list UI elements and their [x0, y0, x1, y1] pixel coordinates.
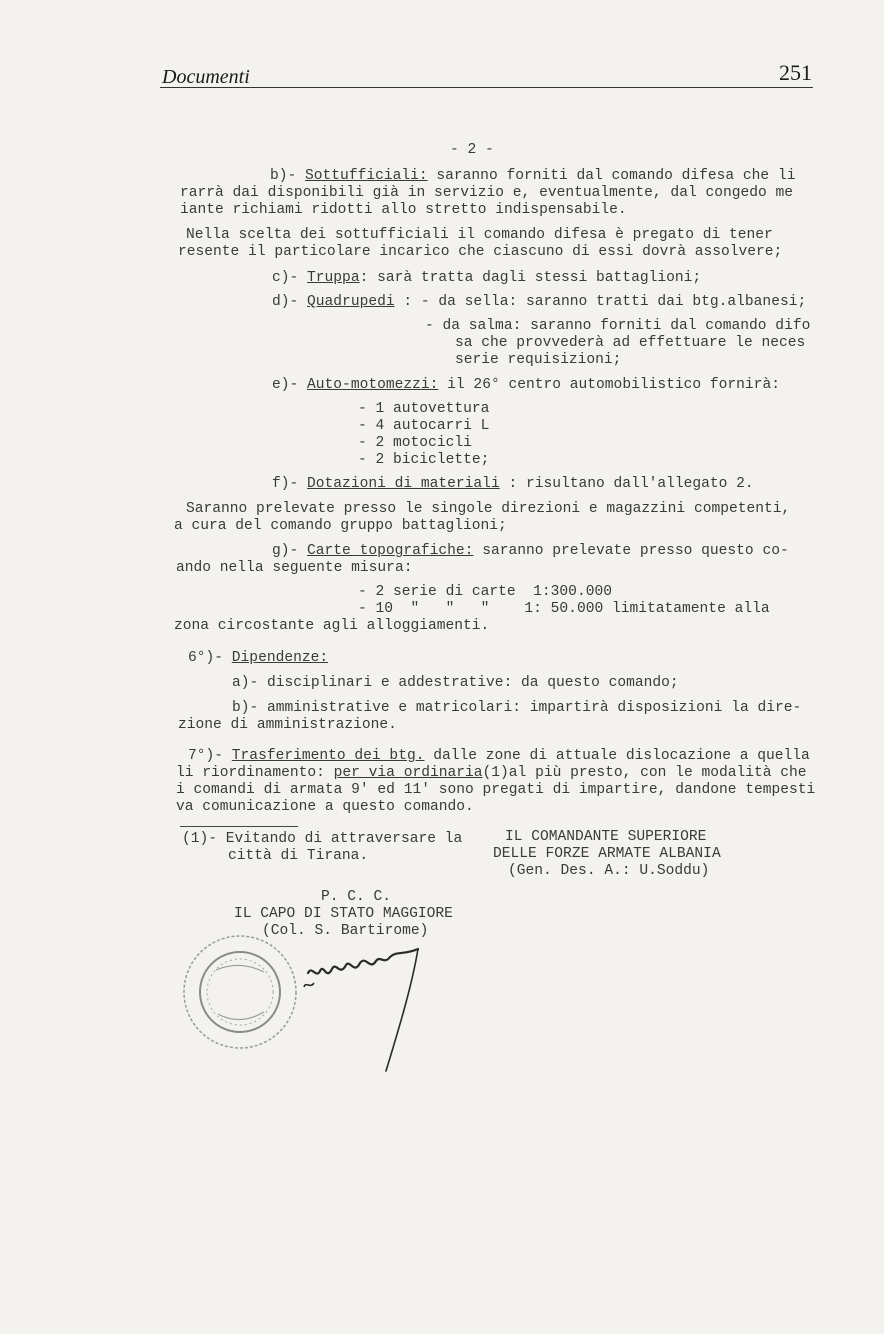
footnote-rule	[180, 826, 298, 827]
section-6-heading-line	[188, 650, 328, 667]
item-e-vehicle-3: - 2 motocicli	[358, 435, 472, 451]
section-7-line2-start: li riordinamento:	[176, 765, 334, 781]
item-g-text: saranno prelevate presso questo co-	[473, 543, 789, 559]
page-marker: - 2 -	[450, 142, 494, 158]
item-d-line1	[272, 294, 806, 311]
item-f-text: : risultano dall'allegato 2.	[499, 476, 754, 492]
section-7-line2-end: (1)al più presto, con le modalità che	[482, 765, 807, 781]
commander-name: (Gen. Des. A.: U.Soddu)	[508, 863, 710, 879]
item-b-line1	[270, 168, 795, 185]
item-d-line4: serie requisizioni;	[455, 352, 622, 368]
item-g-line1	[272, 543, 789, 560]
item-d-text: : - da sella: saranno tratti dai btg.albanesi;	[394, 294, 807, 310]
item-e-vehicle-2: - 4 autocarri L	[358, 418, 490, 434]
pcc-label: P. C. C.	[321, 889, 392, 905]
item-f-line1	[272, 476, 754, 493]
item-g-label: g)-	[272, 543, 308, 559]
stamp-icon	[178, 930, 302, 1054]
section-7-line2-underlined: per via ordinaria	[333, 765, 483, 781]
item-f-label: f)-	[272, 476, 308, 492]
item-f-heading: Dotazioni di materiali	[307, 476, 500, 492]
section-7-line1	[188, 748, 810, 765]
item-d-heading: Quadrupedi	[307, 294, 395, 310]
item-g-line2: ando nella seguente misura:	[176, 560, 413, 576]
item-f-para2-line1: Saranno prelevate presso le singole direzioni e magazzini competenti,	[186, 501, 791, 517]
header-rule	[160, 87, 813, 88]
item-d-line2: - da salma: saranno forniti dal comando difo	[425, 318, 811, 334]
section-6-label: 6°)-	[188, 650, 232, 666]
section-7-line3: i comandi di armata 9' ed 11' sono pregati di impartire, dandone tempesti	[176, 782, 816, 798]
commander-title-line2: DELLE FORZE ARMATE ALBANIA	[493, 846, 721, 862]
item-g-heading: Carte topografiche:	[307, 543, 474, 559]
item-c-label: c)-	[272, 270, 308, 286]
item-c-line	[272, 270, 701, 287]
chief-of-staff-title: IL CAPO DI STATO MAGGIORE	[234, 906, 453, 922]
item-d-label: d)-	[272, 294, 308, 310]
item-b-text: saranno forniti dal comando difesa che li	[427, 168, 796, 184]
page-number: 251	[779, 60, 812, 85]
section-title: Documenti	[162, 66, 250, 88]
item-f-para2-line2: a cura del comando gruppo battaglioni;	[174, 518, 507, 534]
section-6-a: a)- disciplinari e addestrative: da questo comando;	[232, 675, 679, 691]
footnote-line1: (1)- Evitando di attraversare la	[182, 831, 463, 847]
section-6-b-line2: zione di amministrazione.	[178, 717, 397, 733]
item-b-para2-line1: Nella scelta dei sottufficiali il comando difesa è pregato di tener	[186, 227, 773, 243]
chief-of-staff-name: (Col. S. Bartirome)	[262, 923, 429, 939]
item-b-label: b)-	[270, 168, 306, 184]
item-e-heading: Auto-motomezzi:	[307, 377, 439, 393]
item-c-heading: Truppa	[307, 270, 360, 286]
item-b-line2: rarrà dai disponibili già in servizio e, eventualmente, dal congedo me	[180, 185, 794, 201]
signature-icon	[300, 935, 450, 1075]
item-e-text: il 26° centro automobilistico fornirà:	[438, 377, 780, 393]
section-7-heading: Trasferimento dei btg.	[231, 748, 425, 764]
commander-title-line1: IL COMANDANTE SUPERIORE	[505, 829, 707, 845]
item-g-map-1: - 2 serie di carte 1:300.000	[358, 584, 612, 600]
item-g-map-2: - 10 " " " 1: 50.000 limitatamente alla	[358, 601, 770, 617]
section-7-text: dalle zone di attuale dislocazione a quella	[424, 748, 810, 764]
item-d-line3: sa che provvederà ad effettuare le neces	[455, 335, 806, 351]
section-7-label: 7°)-	[188, 748, 232, 764]
item-e-vehicle-1: - 1 autovettura	[358, 401, 490, 417]
section-6-b-line1: b)- amministrative e matricolari: impartirà disposizioni la dire-	[232, 700, 802, 716]
item-g-line5: zona circostante agli alloggiamenti.	[174, 618, 490, 634]
section-7-line4: va comunicazione a questo comando.	[176, 799, 474, 815]
section-6-heading: Dipendenze:	[231, 650, 329, 666]
item-b-heading: Sottufficiali:	[305, 168, 428, 184]
item-c-text: : sarà tratta dagli stessi battaglioni;	[359, 270, 702, 286]
item-e-line1	[272, 377, 780, 394]
item-e-vehicle-4: - 2 biciclette;	[358, 452, 490, 468]
section-7-line2	[176, 765, 807, 782]
item-e-label: e)-	[272, 377, 308, 393]
footnote-line2: città di Tirana.	[228, 848, 369, 864]
item-b-line3: iante richiami ridotti allo stretto indispensabile.	[180, 202, 627, 218]
item-b-para2-line2: resente il particolare incarico che ciascuno di essi dovrà assolvere;	[178, 244, 783, 260]
